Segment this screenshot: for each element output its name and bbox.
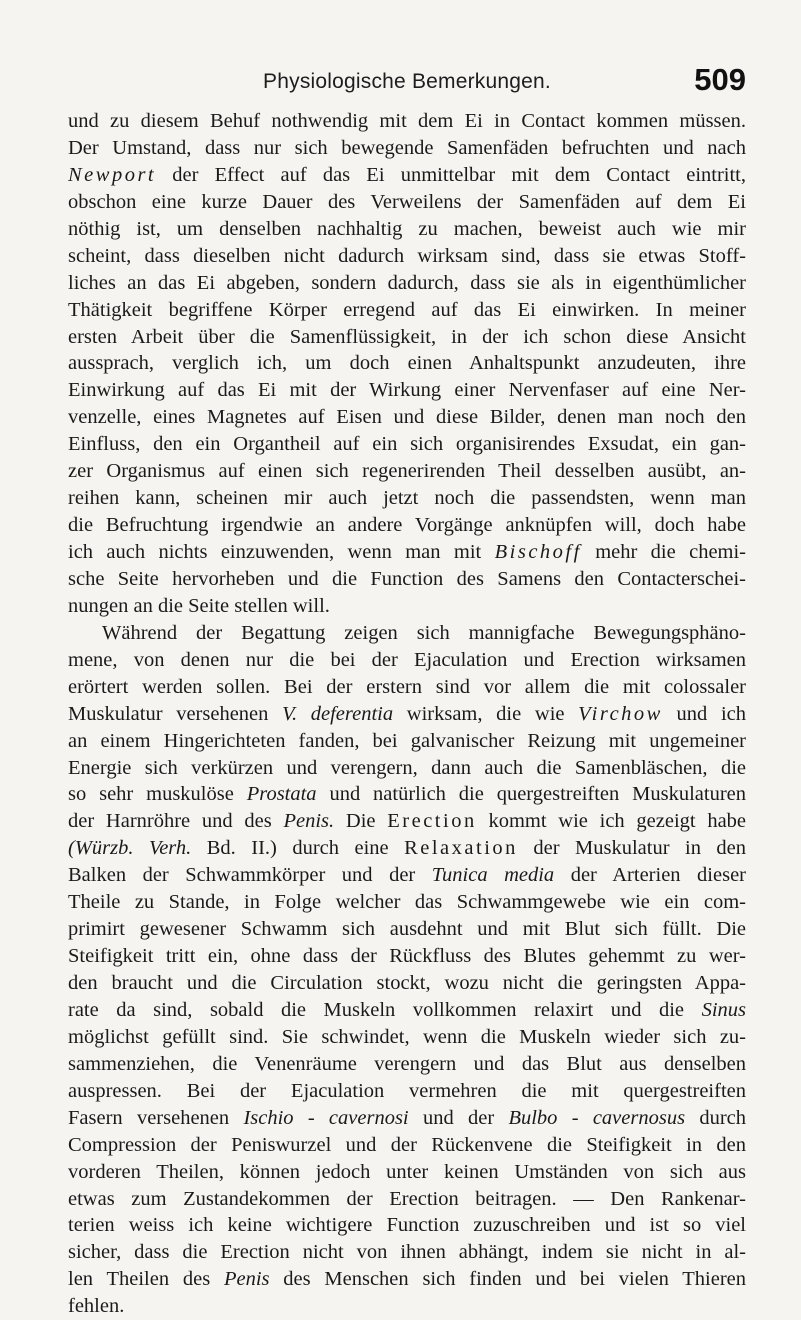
text-line: Balken der Schwammkörper und der Tunica media der Arterien dieser bbox=[68, 864, 746, 887]
text-line: Steifigkeit tritt ein, ohne dass der Rückfluss des Blutes gehemmt zu wer- bbox=[68, 945, 746, 968]
text-line: die Befruchtung irgendwie an andere Vorgänge anknüpfen will, doch habe bbox=[68, 514, 746, 537]
running-header bbox=[68, 62, 746, 104]
text-line: obschon eine kurze Dauer des Verweilens der Samenfäden auf dem Ei bbox=[68, 190, 746, 213]
text-line: auspressen. Bei der Ejaculation vermehren die mit quergestreiften bbox=[68, 1079, 746, 1102]
term-ischio-cavernosi: Ischio - cavernosi bbox=[243, 1106, 409, 1129]
text-line: Einfluss, den ein Organtheil auf ein sich organisirendes Exsudat, ein gan- bbox=[68, 433, 746, 456]
text-line: Newport der Effect auf das Ei unmittelbar mit dem Contact eintritt, bbox=[68, 163, 746, 186]
text-line: scheint, dass dieselben nicht dadurch wirksam sind, dass sie etwas Stoff- bbox=[68, 244, 746, 267]
text-line: Einwirkung auf das Ei mit der Wirkung einer Nervenfaser auf eine Ner- bbox=[68, 379, 746, 402]
text-line: fehlen. bbox=[68, 1295, 125, 1318]
author-newport: Newport bbox=[68, 163, 157, 186]
term-tunica-media: Tunica media bbox=[431, 864, 555, 887]
text-line: erörtert werden sollen. Bei der erstern sind vor allem die mit colossaler bbox=[68, 675, 746, 698]
author-virchow: Virchow bbox=[578, 702, 663, 725]
text-line: nungen an die Seite stellen will. bbox=[68, 594, 330, 617]
term-penis-2: Penis bbox=[223, 1268, 270, 1291]
text-line: mene, von denen nur die bei der Ejaculation und Erection wirksamen bbox=[68, 648, 746, 671]
text-line: der Harnröhre und des Penis. Die Erection kommt wie ich gezeigt habe bbox=[68, 810, 746, 833]
text-line: Der Umstand, dass nur sich bewegende Samenfäden befruchten und nach bbox=[68, 136, 746, 159]
term-v-deferentia: V. deferentia bbox=[282, 702, 394, 725]
text-line: reihen kann, scheinen mir auch jetzt noch die passendsten, wenn man bbox=[68, 487, 746, 510]
text-line: liches an das Ei abgeben, sondern dadurch, dass sie als in eigenthümlicher bbox=[68, 271, 746, 294]
text-line: Energie sich verkürzen und verengern, dann auch die Samenbläschen, die bbox=[68, 756, 746, 779]
text-line: rate da sind, sobald die Muskeln vollkommen relaxirt und die Sinus bbox=[68, 998, 746, 1021]
page-number: 509 bbox=[694, 62, 746, 97]
term-penis: Penis. bbox=[283, 810, 335, 833]
text-line: sche Seite hervorheben und die Function des Samens den Contacterschei- bbox=[68, 567, 746, 590]
text-line: Fasern versehenen Ischio - cavernosi und der Bulbo - cavernosus durch bbox=[68, 1106, 746, 1129]
text-line: etwas zum Zustandekommen der Erection beitragen. — Den Rankenar- bbox=[68, 1187, 746, 1210]
text-line: ich auch nichts einzuwenden, wenn man mit Bischoff mehr die chemi- bbox=[68, 541, 746, 563]
text-line: an einem Hingerichteten fanden, bei galvanischer Reizung mit ungemeiner bbox=[68, 729, 746, 752]
body-text bbox=[68, 108, 746, 1320]
term-sinus: Sinus bbox=[701, 998, 746, 1021]
running-title: Physiologische Bemerkungen. bbox=[263, 70, 551, 93]
text-line: und zu diesem Behuf nothwendig mit dem Ei in Contact kommen müssen. bbox=[68, 110, 746, 132]
term-relaxation: Relaxation bbox=[404, 837, 518, 860]
text-line: venzelle, eines Magnetes auf Eisen und diese Bilder, denen man noch den bbox=[68, 406, 746, 429]
author-bischoff: Bischoff bbox=[494, 541, 582, 563]
text-line: primirt gewesener Schwamm sich ausdehnt und mit Blut sich füllt. Die bbox=[68, 918, 746, 941]
text-line: Thätigkeit begriffene Körper erregend auf das Ei einwirken. In meiner bbox=[68, 298, 746, 321]
text-line: vorderen Theilen, können jedoch unter keinen Umständen von sich aus bbox=[68, 1160, 746, 1183]
text-line: so sehr muskulöse Prostata und natürlich die quergestreiften Muskulaturen bbox=[68, 783, 746, 806]
text-line: zer Organismus auf einen sich regenerirenden Theil desselben ausübt, an- bbox=[68, 460, 746, 483]
text-line: ersten Arbeit über die Samenflüssigkeit, in der ich schon diese Ansicht bbox=[68, 325, 746, 348]
text-line: sicher, dass die Erection nicht von ihnen abhängt, indem sie nicht in al- bbox=[68, 1241, 746, 1264]
text-line: Compression der Peniswurzel und der Rückenvene die Steifigkeit in den bbox=[68, 1133, 746, 1156]
text-line: aussprach, verglich ich, um doch einen Anhaltspunkt anzudeuten, ihre bbox=[68, 352, 746, 375]
text-line: terien weiss ich keine wichtigere Function zuzuschreiben und ist so viel bbox=[68, 1214, 746, 1237]
term-erection: Erection bbox=[387, 810, 477, 833]
term-prostata: Prostata bbox=[246, 783, 317, 806]
text-line: len Theilen des Penis des Menschen sich finden und bei vielen Thieren bbox=[68, 1268, 746, 1291]
text-line: sammenziehen, die Venenräume verengern und das Blut aus denselben bbox=[68, 1052, 746, 1075]
text-line: möglichst gefüllt sind. Sie schwindet, wenn die Muskeln wieder sich zu- bbox=[68, 1025, 746, 1048]
citation-wuerzb: (Würzb. Verh. bbox=[68, 837, 192, 860]
text-line: den braucht und die Circulation stockt, wozu nicht die geringsten Appa- bbox=[68, 972, 746, 994]
text-line: Muskulatur versehenen V. deferentia wirksam, die wie Virchow und ich bbox=[68, 702, 746, 725]
text-line: Theile zu Stande, in Folge welcher das Schwammgewebe wie ein com- bbox=[68, 891, 746, 914]
text-line: (Würzb. Verh. Bd. II.) durch eine Relaxation der Muskulatur in den bbox=[68, 837, 746, 860]
text-line: nöthig ist, um denselben nachhaltig zu machen, beweist auch wie mir bbox=[68, 217, 746, 240]
term-bulbo-cavernosus: Bulbo - cavernosus bbox=[508, 1106, 686, 1129]
text-line: Während der Begattung zeigen sich mannigfache Bewegungsphäno- bbox=[102, 621, 746, 644]
